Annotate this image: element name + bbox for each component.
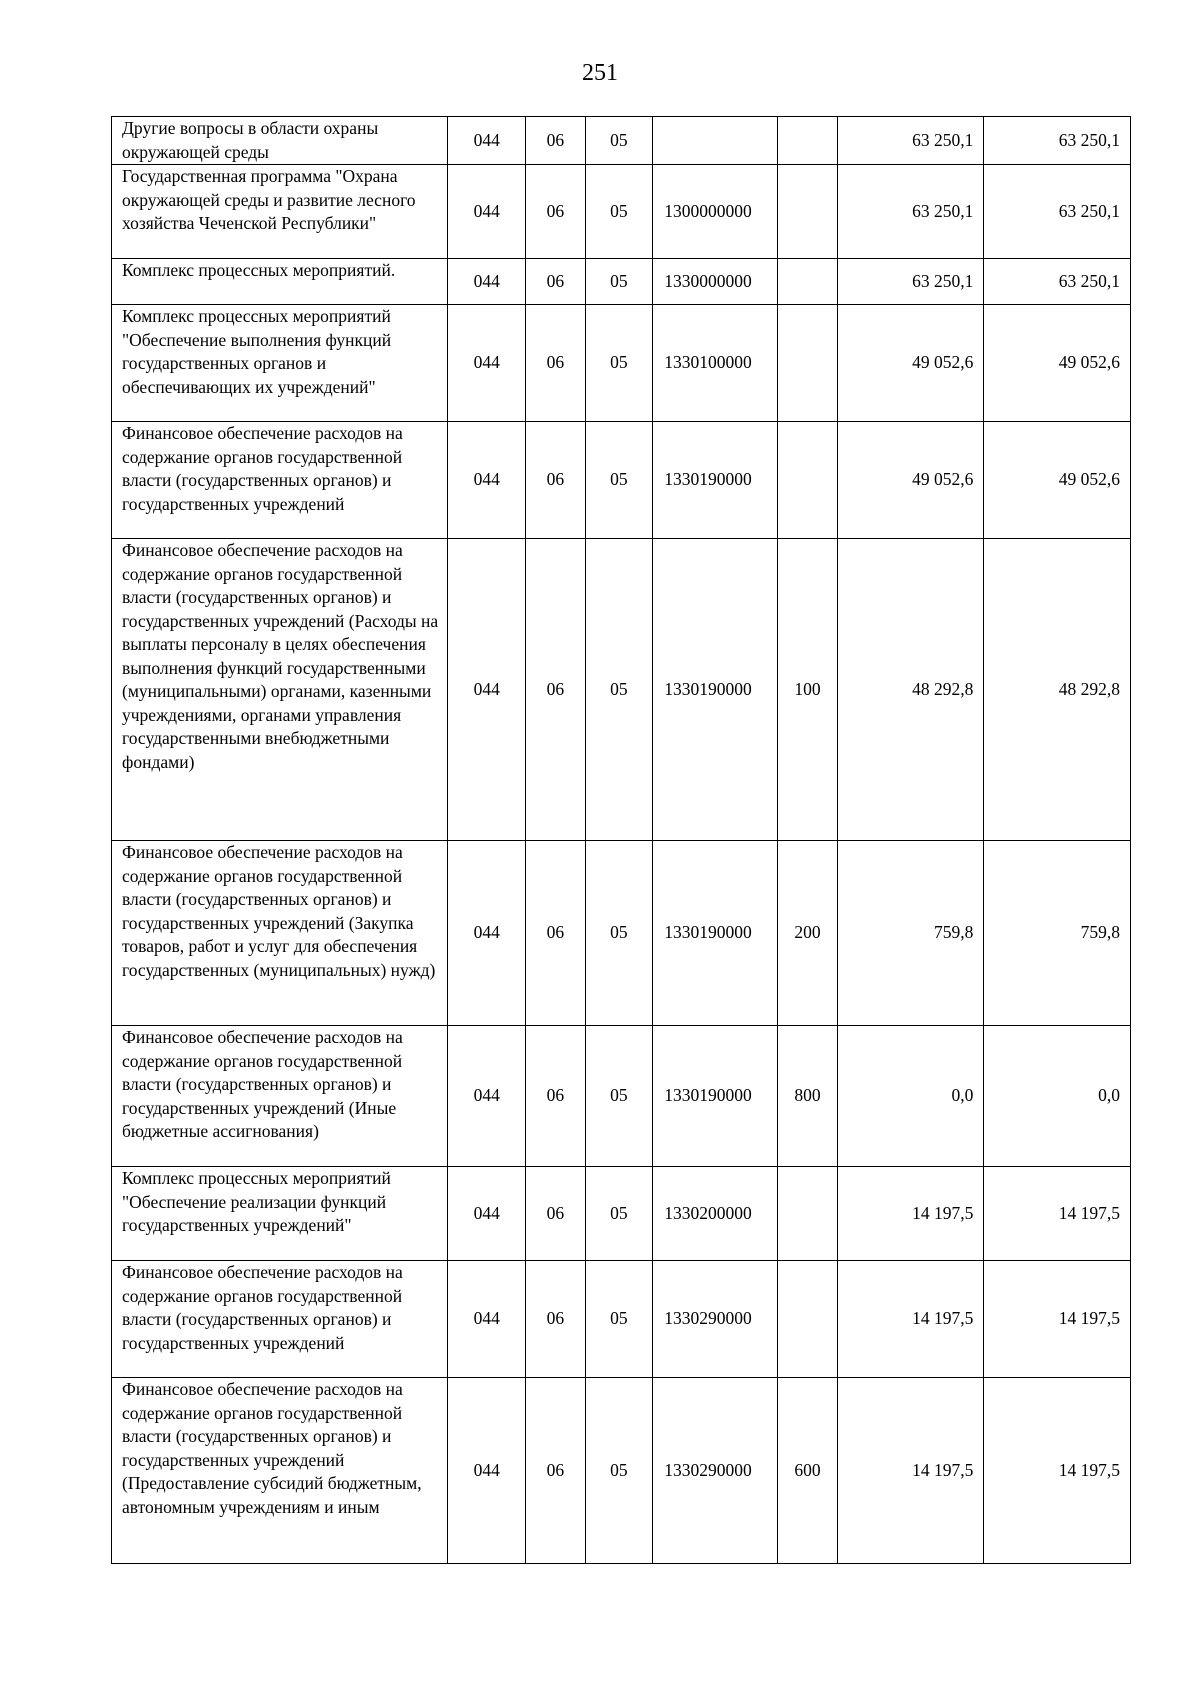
subsection-code: 05 <box>585 117 653 165</box>
ministry-code: 044 <box>448 841 526 1026</box>
amount-year-2: 63 250,1 <box>984 117 1131 165</box>
subsection-code: 05 <box>585 1378 653 1564</box>
table-row <box>112 1261 1131 1378</box>
section-code: 06 <box>526 841 585 1026</box>
target-article-code: 1330000000 <box>653 259 778 305</box>
target-article-code: 1330200000 <box>653 1167 778 1261</box>
target-article-code: 1330190000 <box>653 539 778 841</box>
table-row <box>112 165 1131 259</box>
expense-type-code: 200 <box>778 841 837 1026</box>
table-body <box>112 117 1131 1564</box>
amount-year-1: 63 250,1 <box>837 165 984 259</box>
amount-year-1: 759,8 <box>837 841 984 1026</box>
amount-year-2: 14 197,5 <box>984 1167 1131 1261</box>
target-article-code: 1330290000 <box>653 1261 778 1378</box>
section-code: 06 <box>526 1261 585 1378</box>
target-article-code: 1330190000 <box>653 422 778 539</box>
expense-type-code <box>778 165 837 259</box>
row-name: Комплекс процессных мероприятий. <box>112 259 448 305</box>
ministry-code: 044 <box>448 117 526 165</box>
amount-year-2: 14 197,5 <box>984 1378 1131 1564</box>
expense-type-code: 800 <box>778 1026 837 1167</box>
subsection-code: 05 <box>585 841 653 1026</box>
ministry-code: 044 <box>448 1167 526 1261</box>
table-row <box>112 1167 1131 1261</box>
ministry-code: 044 <box>448 1026 526 1167</box>
section-code: 06 <box>526 1026 585 1167</box>
row-name: Финансовое обеспечение расходов на содержание органов государственной власти (государственных органов) и государственных учреждений (Расходы на выплаты персоналу в целях обеспечения выполнения функций государственными (муниципальными) органами, казенными учреждениями, органами управления государственными внебюджетными фондами) <box>112 539 448 841</box>
subsection-code: 05 <box>585 165 653 259</box>
row-name: Финансовое обеспечение расходов на содержание органов государственной власти (государственных органов) и государственных учреждений <box>112 1261 448 1378</box>
subsection-code: 05 <box>585 1167 653 1261</box>
expense-type-code <box>778 1261 837 1378</box>
subsection-code: 05 <box>585 305 653 422</box>
amount-year-1: 49 052,6 <box>837 305 984 422</box>
row-name: Финансовое обеспечение расходов на содержание органов государственной власти (государственных органов) и государственных учреждений <box>112 422 448 539</box>
amount-year-1: 48 292,8 <box>837 539 984 841</box>
table-row <box>112 259 1131 305</box>
ministry-code: 044 <box>448 165 526 259</box>
ministry-code: 044 <box>448 259 526 305</box>
target-article-code: 1330190000 <box>653 841 778 1026</box>
expense-type-code <box>778 1167 837 1261</box>
ministry-code: 044 <box>448 1378 526 1564</box>
amount-year-1: 0,0 <box>837 1026 984 1167</box>
target-article-code: 1330190000 <box>653 1026 778 1167</box>
subsection-code: 05 <box>585 259 653 305</box>
section-code: 06 <box>526 1167 585 1261</box>
amount-year-2: 63 250,1 <box>984 259 1131 305</box>
target-article-code: 1330290000 <box>653 1378 778 1564</box>
amount-year-1: 49 052,6 <box>837 422 984 539</box>
target-article-code <box>653 117 778 165</box>
table-row <box>112 841 1131 1026</box>
table-row <box>112 422 1131 539</box>
amount-year-2: 0,0 <box>984 1026 1131 1167</box>
amount-year-1: 14 197,5 <box>837 1378 984 1564</box>
section-code: 06 <box>526 117 585 165</box>
row-name: Финансовое обеспечение расходов на содержание органов государственной власти (государственных органов) и государственных учреждений (Предоставление субсидий бюджетным, автономным учреждениям и иным <box>112 1378 448 1564</box>
subsection-code: 05 <box>585 1026 653 1167</box>
amount-year-1: 14 197,5 <box>837 1261 984 1378</box>
ministry-code: 044 <box>448 422 526 539</box>
subsection-code: 05 <box>585 539 653 841</box>
amount-year-2: 63 250,1 <box>984 165 1131 259</box>
section-code: 06 <box>526 305 585 422</box>
row-name: Государственная программа "Охрана окружающей среды и развитие лесного хозяйства Чеченской Республики" <box>112 165 448 259</box>
section-code: 06 <box>526 539 585 841</box>
row-name: Финансовое обеспечение расходов на содержание органов государственной власти (государственных органов) и государственных учреждений (Иные бюджетные ассигнования) <box>112 1026 448 1167</box>
section-code: 06 <box>526 1378 585 1564</box>
amount-year-1: 63 250,1 <box>837 117 984 165</box>
expense-type-code <box>778 305 837 422</box>
page-number: 251 <box>582 60 618 86</box>
amount-year-2: 49 052,6 <box>984 422 1131 539</box>
expense-type-code <box>778 117 837 165</box>
row-name: Комплекс процессных мероприятий "Обеспечение реализации функций государственных учреждений" <box>112 1167 448 1261</box>
table-row <box>112 1026 1131 1167</box>
budget-table <box>111 116 1131 1564</box>
target-article-code: 1300000000 <box>653 165 778 259</box>
amount-year-2: 759,8 <box>984 841 1131 1026</box>
table-row <box>112 539 1131 841</box>
amount-year-2: 48 292,8 <box>984 539 1131 841</box>
expense-type-code <box>778 422 837 539</box>
table-row <box>112 305 1131 422</box>
amount-year-2: 14 197,5 <box>984 1261 1131 1378</box>
expense-type-code: 100 <box>778 539 837 841</box>
expense-type-code: 600 <box>778 1378 837 1564</box>
subsection-code: 05 <box>585 1261 653 1378</box>
row-name: Другие вопросы в области охраны окружающей среды <box>112 117 448 165</box>
table-row <box>112 117 1131 165</box>
amount-year-1: 14 197,5 <box>837 1167 984 1261</box>
ministry-code: 044 <box>448 305 526 422</box>
section-code: 06 <box>526 422 585 539</box>
section-code: 06 <box>526 259 585 305</box>
row-name: Финансовое обеспечение расходов на содержание органов государственной власти (государственных органов) и государственных учреждений (Закупка товаров, работ и услуг для обеспечения государственных (муниципальных) нужд) <box>112 841 448 1026</box>
amount-year-2: 49 052,6 <box>984 305 1131 422</box>
ministry-code: 044 <box>448 1261 526 1378</box>
row-name: Комплекс процессных мероприятий "Обеспечение выполнения функций государственных органов и обеспечивающих их учреждений" <box>112 305 448 422</box>
amount-year-1: 63 250,1 <box>837 259 984 305</box>
ministry-code: 044 <box>448 539 526 841</box>
subsection-code: 05 <box>585 422 653 539</box>
section-code: 06 <box>526 165 585 259</box>
expense-type-code <box>778 259 837 305</box>
table-row <box>112 1378 1131 1564</box>
target-article-code: 1330100000 <box>653 305 778 422</box>
